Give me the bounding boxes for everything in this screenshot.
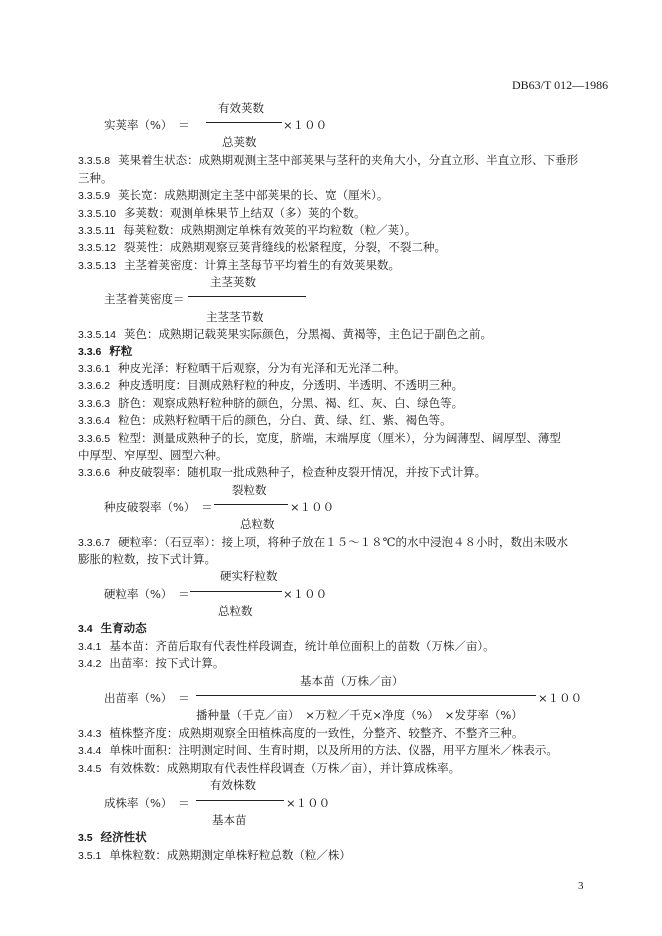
formula-lhs: 实荚率（%） ＝ — [104, 118, 190, 132]
formula-lhs: 硬粒率（%） ＝ — [104, 587, 190, 601]
formula-denominator: 总荚数 — [222, 135, 257, 149]
section-3.4-heading: 3.4 生育动态 — [78, 621, 147, 635]
fraction-bar — [214, 504, 288, 505]
section-3.3.5.13: 3.3.5.13 主茎着荚密度：计算主茎每节平均着生的有效荚果数。 — [78, 258, 400, 272]
formula-numerator: 基本苗（万株／亩） — [300, 674, 404, 688]
formula-denominator: 基本苗 — [212, 813, 247, 827]
section-3.3.5.8: 3.3.5.8 荚果着生状态：成熟期观测主茎中部荚果与茎秆的夹角大小，分直立形、半直立形、下垂形 — [78, 153, 579, 167]
formula-denominator: 播种量（千克／亩） ×万粒／千克×净度（%） ×发芽率（%） — [196, 708, 523, 722]
section-3.4.5: 3.4.5 有效株数：成熟期取有代表性样段调查（万株／亩），并计算成株率。 — [78, 761, 461, 775]
section-3.3.6-heading: 3.3.6 籽粒 — [78, 344, 133, 358]
formula-denominator: 主茎茎节数 — [206, 310, 264, 324]
formula-multiplier: ×１００ — [286, 796, 331, 810]
section-3.3.6.6: 3.3.6.6 种皮破裂率：随机取一批成熟种子，检查种皮裂开情况，并按下式计算。 — [78, 465, 487, 479]
formula-numerator: 有效株数 — [210, 778, 256, 792]
section-3.4.1: 3.4.1 基本苗：齐苗后取有代表性样段调查，统计单位面积上的苗数（万株／亩）。 — [78, 639, 495, 653]
section-3.3.5.10: 3.3.5.10 多荚数：观测单株果节上结双（多）荚的个数。 — [78, 206, 366, 220]
formula-multiplier: ×１００ — [538, 691, 583, 705]
section-3.3.6.2: 3.3.6.2 种皮透明度：目测成熟籽粒的种皮，分透明、半透明、不透明三种。 — [78, 378, 464, 392]
fraction-bar — [190, 591, 282, 592]
formula-numerator: 主茎荚数 — [210, 275, 256, 289]
section-3.3.5.9: 3.3.5.9 荚长宽：成熟期测定主茎中部荚果的长、宽（厘米）。 — [78, 188, 389, 202]
fraction-bar — [196, 800, 284, 801]
formula-lhs: 主茎着荚密度＝ — [104, 292, 185, 306]
fraction-bar — [206, 122, 282, 123]
formula-lhs: 成株率（%） ＝ — [104, 796, 190, 810]
section-3.3.5.12: 3.3.5.12 裂荚性：成熟期观察豆荚背缝线的松紧程度，分裂，不裂二种。 — [78, 240, 446, 254]
formula-denominator: 总粒数 — [218, 604, 253, 618]
formula-lhs: 出苗率（%） ＝ — [104, 691, 190, 705]
formula-lhs: 种皮破裂率（%） ＝ — [104, 500, 213, 514]
formula-multiplier: ×１００ — [290, 500, 335, 514]
formula-multiplier: ×１００ — [283, 587, 328, 601]
section-3.3.6.5: 3.3.6.5 粒型：测量成熟种子的长，宽度，脐端，末端厚度（厘米），分为阔薄型、阔厚型、薄型 — [78, 431, 561, 445]
section-3.3.5.11: 3.3.5.11 每荚粒数：成熟期测定单株有效荚的平均粒数（粒／荚）。 — [78, 223, 417, 237]
section-3.5-heading: 3.5 经济性状 — [78, 830, 147, 844]
fraction-bar — [188, 296, 306, 297]
section-3.3.6.4: 3.3.6.4 粒色：成熟籽粒晒干后的颜色，分白、黄、绿、红、紫、褐色等。 — [78, 413, 452, 427]
section-3.3.6.3: 3.3.6.3 脐色：观察成熟籽粒种脐的颜色，分黑、褐、红、灰、白、绿色等。 — [78, 396, 464, 410]
formula-numerator: 裂粒数 — [232, 483, 267, 497]
section-3.4.3: 3.4.3 植株整齐度：成熟期观察全田植株高度的一致性，分整齐、较整齐、不整齐三种。 — [78, 726, 524, 740]
standard-code: DB63/T 012—1986 — [512, 78, 609, 92]
section-3.3.6.1: 3.3.6.1 种皮光泽：籽粒晒干后观察，分为有光泽和无光泽二种。 — [78, 361, 406, 375]
formula-denominator: 总粒数 — [240, 517, 275, 531]
section-3.3.5.14: 3.3.5.14 荚色：成熟期记载荚果实际颜色，分黑褐、黄褐等，主色记于副色之前。 — [78, 327, 492, 341]
formula-multiplier: ×１００ — [283, 118, 328, 132]
section-3.3.6.7: 3.3.6.7 硬粒率：（石豆率）：接上项，将种子放在１５～１８℃的水中浸泡４８小时，数出未吸水 — [78, 535, 568, 549]
section-3.5.1: 3.5.1 单株粒数：成熟期测定单株籽粒总数（粒／株） — [78, 848, 351, 862]
fraction-bar — [196, 695, 536, 696]
section-3.3.5.8-cont: 三种。 — [78, 171, 113, 185]
page-number: 3 — [578, 880, 584, 892]
section-3.4.2: 3.4.2 出苗率：按下式计算。 — [78, 656, 225, 670]
section-3.3.6.7-cont: 膨胀的粒数，按下式计算。 — [78, 552, 216, 566]
section-3.3.6.5-cont: 中厚型、窄厚型、圆型六种。 — [78, 448, 228, 462]
section-3.4.4: 3.4.4 单株叶面积：注明测定时间、生育时期，以及所用的方法、仪器，用平方厘米／株表示。 — [78, 743, 558, 757]
formula-numerator: 有效荚数 — [218, 101, 264, 115]
formula-numerator: 硬实籽粒数 — [220, 569, 278, 583]
